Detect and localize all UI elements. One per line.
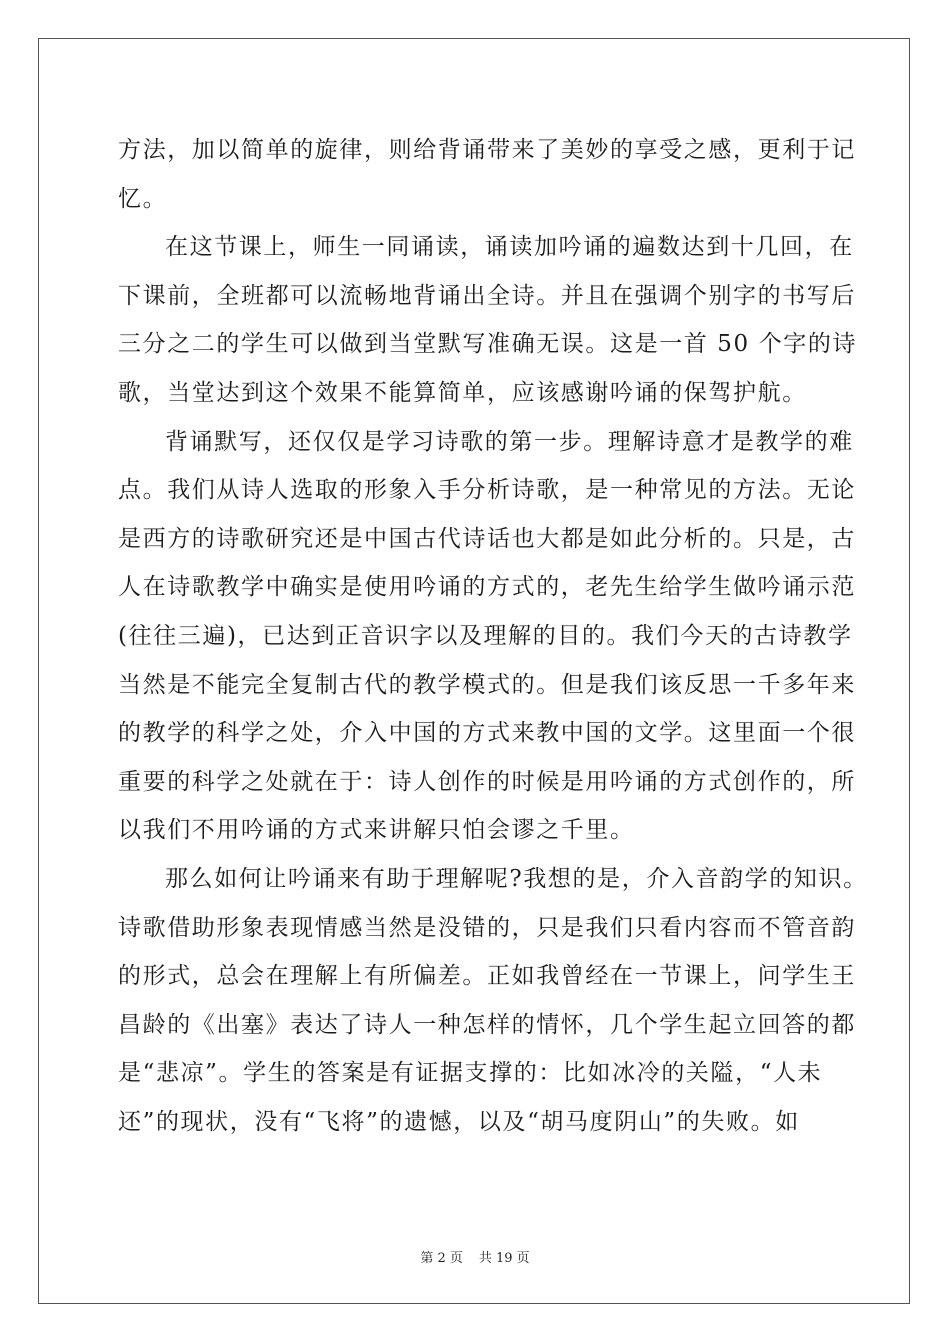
text-line: 方法，加以简单的旋律，则给背诵带来了美妙的享受之感，更利于记 <box>118 137 856 163</box>
text-line: 背诵默写，还仅仅是学习诗歌的第一步。理解诗意才是教学的难 <box>165 428 854 455</box>
text-line: 下课前，全班都可以流畅地背诵出全诗。并且在强调个别字的书写后 <box>118 282 856 309</box>
text-line: 重要的科学之处就在于：诗人创作的时候是用吟诵的方式创作的，所 <box>118 768 856 795</box>
text-line: (往往三遍)，已达到正音识字以及理解的目的。我们今天的古诗教学 <box>118 622 853 649</box>
text-line: 是西方的诗歌研究还是中国古代诗话也大都是如此分析的。只是，古 <box>118 525 856 552</box>
text-line: 那么如何让吟诵来有助于理解呢?我想的是，介入音韵学的知识。 <box>165 865 868 892</box>
page-number: 第 2 页 <box>420 1251 463 1266</box>
text-line: 忆。 <box>118 185 168 212</box>
text-line: 在这节课上，师生一同诵读，诵读加吟诵的遍数达到十几回，在 <box>165 234 854 261</box>
page-total: 共 19 页 <box>478 1251 530 1266</box>
text-line: 当然是不能完全复制古代的教学模式的。但是我们该反思一千多年来 <box>118 671 856 698</box>
text-line: 的形式，总会在理解上有所偏差。正如我曾经在一节课上，问学生王 <box>118 963 856 990</box>
text-line: 点。我们从诗人选取的形象入手分析诗歌，是一种常见的方法。无论 <box>118 477 856 504</box>
document-body <box>118 126 868 1146</box>
text-line: 诗歌借助形象表现情感当然是没错的，只是我们只看内容而不管音韵 <box>118 914 856 941</box>
page-footer <box>0 1247 950 1266</box>
text-line: 三分之二的学生可以做到当堂默写准确无误。这是一首 50 个字的诗 <box>118 331 858 358</box>
text-line: 以我们不用吟诵的方式来讲解只怕会谬之千里。 <box>118 817 635 844</box>
text-line: 人在诗歌教学中确实是使用吟诵的方式的，老先生给学生做吟诵示范 <box>118 574 856 601</box>
text-line: 歌，当堂达到这个效果不能算简单，应该感谢吟诵的保驾护航。 <box>118 379 807 406</box>
text-line: 还”的现状，没有“飞将”的遗憾，以及“胡马度阴山”的失败。如 <box>118 1108 800 1135</box>
text-line: 的教学的科学之处，介入中国的方式来教中国的文学。这里面一个很 <box>118 720 856 747</box>
text-line: 是“悲凉”。学生的答案是有证据支撑的：比如冰冷的关隘，“人未 <box>118 1060 823 1087</box>
text-line: 昌龄的《出塞》表达了诗人一种怎样的情怀，几个学生起立回答的都 <box>118 1011 856 1038</box>
